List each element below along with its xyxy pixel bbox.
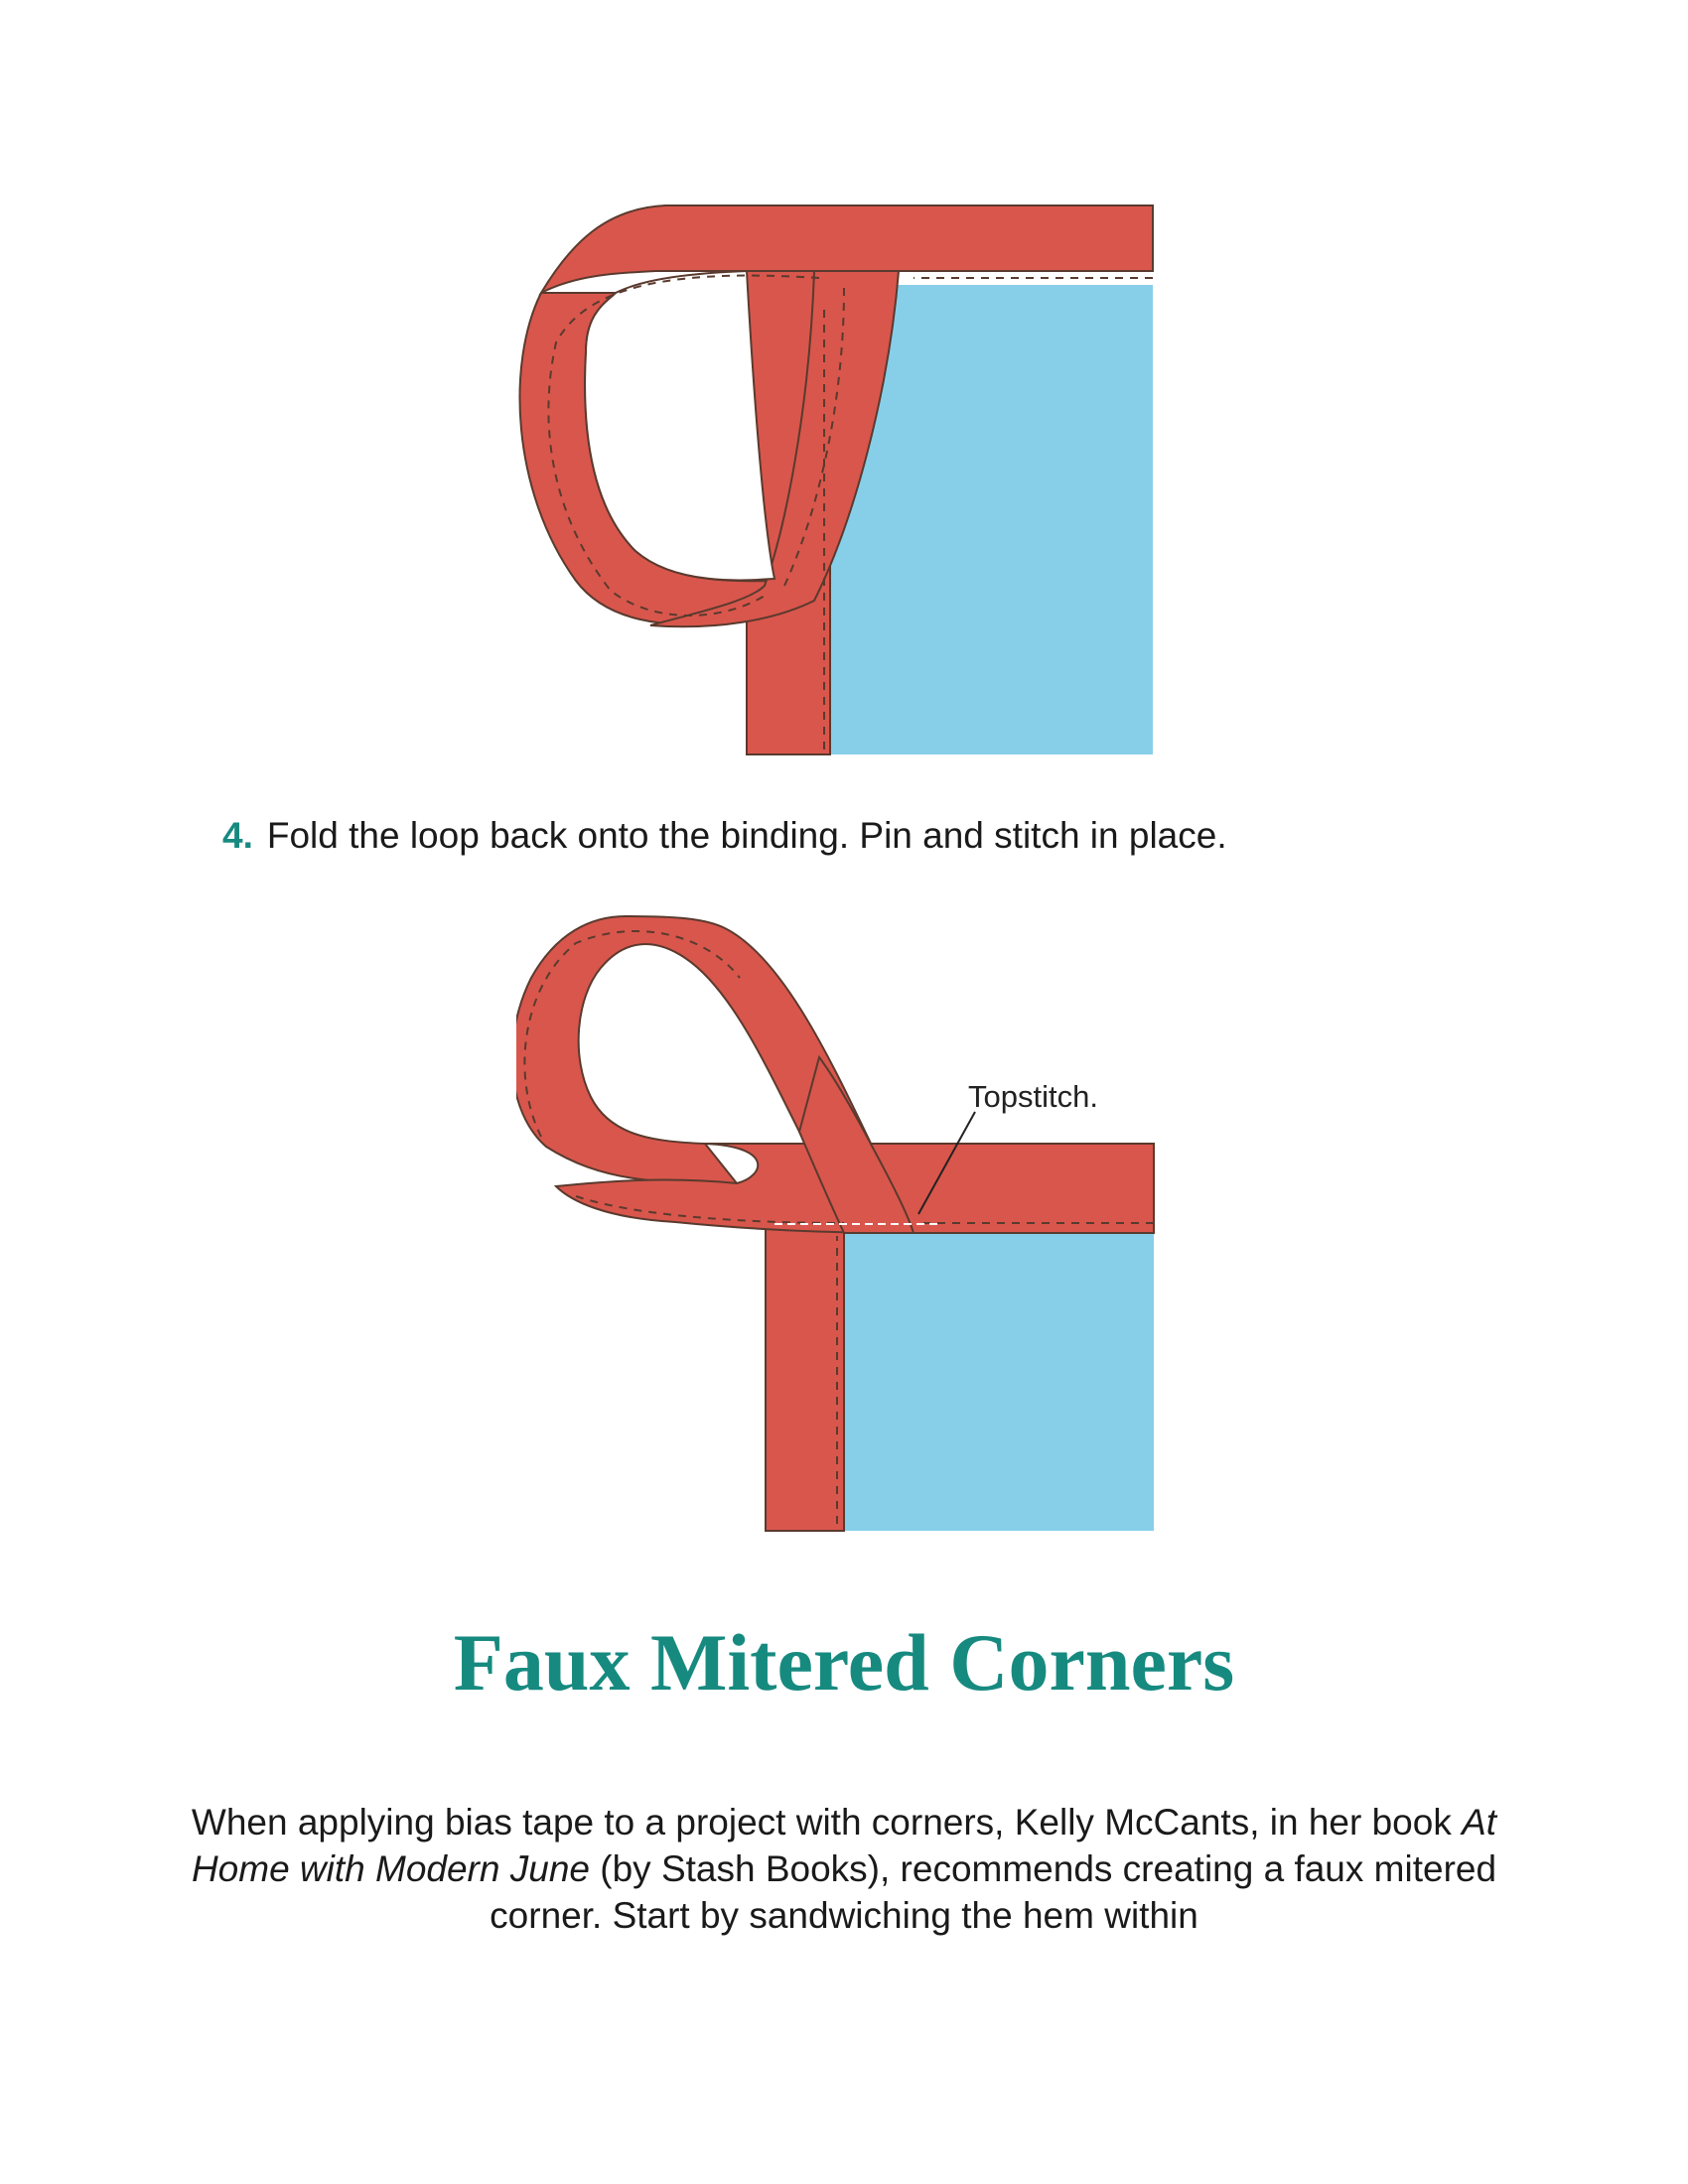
- topstitch-label: Topstitch.: [968, 1079, 1098, 1114]
- left-binding-strip: [766, 1226, 844, 1531]
- section-heading: Faux Mitered Corners: [453, 1617, 1235, 1707]
- body-text-part2: (by Stash Books), recommends creating a faux mitered corner. Start by sandwiching the hem within: [490, 1848, 1497, 1936]
- binding-loop-illustration: [516, 194, 1162, 769]
- step-text: Fold the loop back onto the binding. Pin and stitch in place.: [266, 815, 1227, 856]
- book-title: At Home with Modern June: [191, 1802, 1497, 1889]
- body-paragraph: [179, 1799, 1509, 1939]
- topstitch-illustration: [516, 898, 1162, 1539]
- step-caption: [222, 812, 1513, 860]
- step-number: 4.: [222, 815, 253, 856]
- body-text-part1: When applying bias tape to a project with corners, Kelly McCants, in her book: [191, 1802, 1463, 1843]
- fabric-panel: [844, 1233, 1154, 1531]
